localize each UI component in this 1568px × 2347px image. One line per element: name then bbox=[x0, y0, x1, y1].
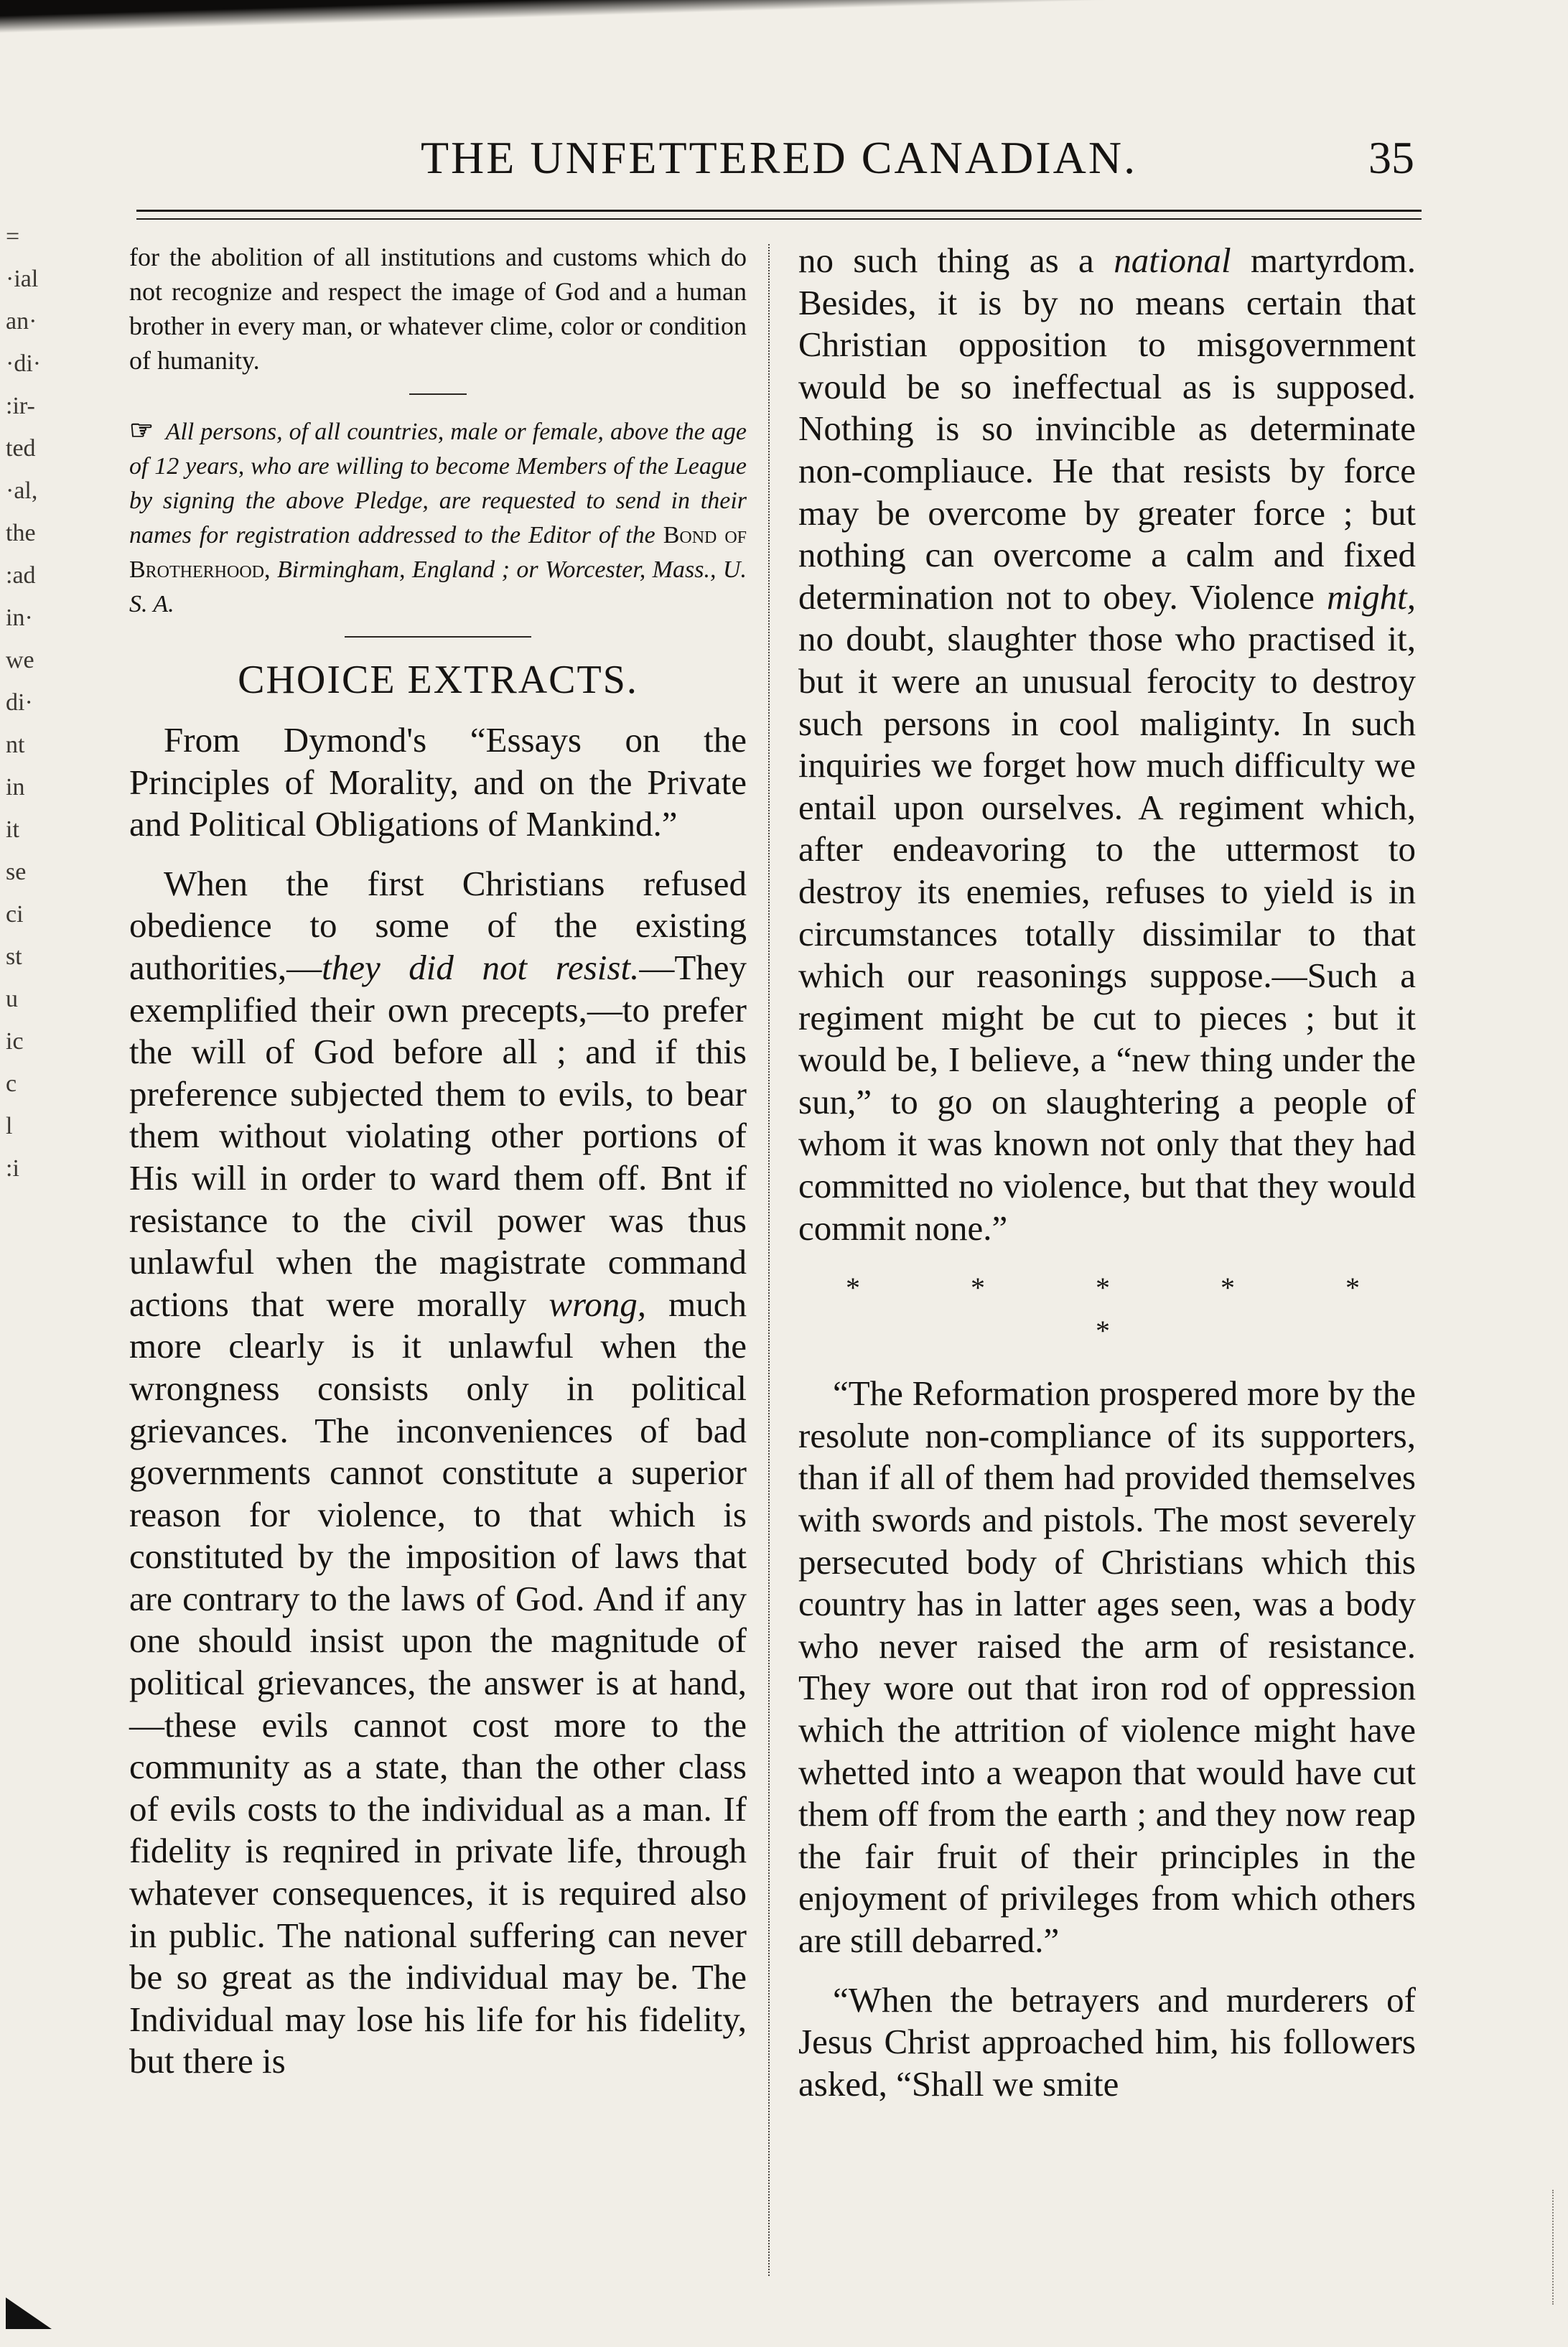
page-title: THE UNFETTERED CANADIAN. bbox=[420, 132, 1138, 183]
margin-fragment: c bbox=[6, 1070, 17, 1097]
header-double-rule bbox=[136, 210, 1422, 220]
margin-fragment: the bbox=[6, 520, 36, 546]
text-run: When the first Christians refused obedience to some of the existing authorities,— bbox=[129, 863, 747, 987]
margin-fragment: ci bbox=[6, 901, 24, 928]
page-number: 35 bbox=[1368, 132, 1414, 183]
short-divider bbox=[409, 393, 467, 395]
margin-fragment: ·ial bbox=[6, 266, 39, 292]
margin-fragment: ·di· bbox=[6, 350, 42, 377]
text-run: much more clearly is it unlawful when the wrongness consists only in political grievances. The inconveniences of bad governments cannot constitute a superior reason for violence, to that which is constituted by the imposition of laws that are contrary to the laws of God. And if any one should insist upon the magnitude of political grievances, the answer is at hand,—these evils cannot cost more to the community as a state, than the other class of evils costs to the individual as a man. If fidelity is reqnired in private life, through whatever consequences, it is required also in public. The national suffering can never be so great as the individual may be. The Individual may lose his life for his fidelity, but there is bbox=[129, 1284, 747, 2081]
margin-fragment: an· bbox=[6, 308, 37, 335]
betrayers-paragraph: “When the betrayers and murderers of Jesus Christ approached him, his followers asked, “Shall we smite bbox=[798, 1979, 1416, 2104]
margin-fragment: se bbox=[6, 859, 27, 885]
page-top-edge-shadow bbox=[0, 0, 1568, 33]
emphasis-text: wrong, bbox=[549, 1284, 647, 1324]
emphasis-text: national bbox=[1114, 241, 1231, 280]
left-column bbox=[129, 240, 747, 2083]
margin-fragment: :i bbox=[6, 1155, 19, 1182]
section-divider bbox=[345, 636, 531, 638]
membership-note bbox=[129, 414, 747, 622]
margin-fragment: :ad bbox=[6, 562, 36, 589]
margin-fragment: u bbox=[6, 986, 18, 1012]
margin-fragment: ted bbox=[6, 435, 36, 462]
extract-paragraph-left bbox=[129, 863, 747, 2083]
extract-paragraph-right bbox=[798, 240, 1416, 1249]
text-run: no doubt, slaughter those who practised it, but it were an unusual ferocity to destroy such persons in cool maliginty. In such inquiries we forget how much difficulty we entail upon ourselves. A regiment which, after endeavoring to the uttermost to destroy its enemies, refuses to yield is in circumstances totally dissimilar to that which our reasonings suppose.—Such a regiment might be cut to pieces ; but it would be, I believe, a “new thing under the sun,” to go on slaughtering a people of whom it was known not only that they had committed no violence, but that they would commit none.” bbox=[798, 619, 1416, 1248]
margin-fragment: :ir- bbox=[6, 393, 35, 419]
margin-fragment: it bbox=[6, 816, 19, 843]
text-run: —They exemplified their own precepts,—to prefer the will of God before all ; and if this preference subjected them to evils, to bear them without violating other portions of His will in order to ward them off. Bnt if resistance to the civil power was thus unlawful when the magistrate command actions that were morally bbox=[129, 947, 747, 1324]
adjacent-page-margin-fragments bbox=[6, 215, 49, 1190]
right-column bbox=[798, 240, 1416, 2105]
margin-fragment: ·al, bbox=[6, 477, 38, 504]
text-run: martyrdom. Besides, it is by no means certain that Christian opposition to misgovernment would be so ineffectual as is supposed. Nothing is so invincible as determinate non-compliauce. He that resists by force may be overcome by greater force ; but nothing can overcome a calm and fixed determination not to obey. Violence bbox=[798, 241, 1417, 617]
margin-fragment: = bbox=[6, 223, 20, 250]
corner-ink-mark bbox=[6, 2297, 52, 2329]
margin-fragment: in· bbox=[6, 605, 33, 631]
margin-fragment: nt bbox=[6, 732, 25, 758]
emphasis-text: might, bbox=[1327, 577, 1416, 617]
margin-fragment: di· bbox=[6, 689, 33, 716]
section-heading: CHOICE EXTRACTS. bbox=[238, 658, 638, 702]
margin-fragment: in bbox=[6, 774, 25, 801]
page-header bbox=[136, 122, 1422, 194]
margin-fragment: we bbox=[6, 647, 34, 673]
note-text-2: Birmingham, England ; or Worcester, Mass., U. S. A. bbox=[129, 556, 747, 617]
pledge-tail-text: for the abolition of all institutions and customs which do not recognize and respect the image of God and a human brother in every man, or whatever clime, color or condition of humanity. bbox=[129, 243, 747, 375]
margin-fragment: ic bbox=[6, 1028, 24, 1055]
margin-fragment: st bbox=[6, 943, 22, 970]
note-publication-name: Bond of Brotherhood, bbox=[129, 522, 747, 583]
edge-specks bbox=[1552, 2190, 1558, 2305]
text-run: no such thing as a bbox=[798, 241, 1094, 280]
margin-fragment: l bbox=[6, 1113, 13, 1139]
pointing-hand-icon: ☞ bbox=[129, 416, 154, 446]
extract-intro: From Dymond's “Essays on the Principles of Morality, and on the Private and Political Obligations of Mankind.” bbox=[129, 720, 747, 844]
reformation-paragraph: “The Reformation prospered more by the resolute non-compliance of its supporters, than if all of them had provided themselves with swords and pistols. The most severely persecuted body of Christians which this country has in latter ages seen, was a body who never raised the arm of resistance. They wore out that iron rod of oppression which the attrition of violence might have whetted into a weapon that would have cut them off from the earth ; and they now reap the fair fruit of their principles in the enjoyment of privileges from which others are still debarred.” bbox=[798, 1373, 1416, 1960]
emphasis-text: they did not resist. bbox=[322, 947, 640, 987]
note-text-1: All persons, of all countries, male or female, above the age of 12 years, who are willing to become Members of the League by signing the above Pledge, are requested to send in their names for registration addressed to the Editor of the bbox=[129, 419, 747, 549]
asterism-separator: * * * * * * bbox=[846, 1272, 1411, 1348]
column-divider bbox=[768, 244, 778, 2276]
